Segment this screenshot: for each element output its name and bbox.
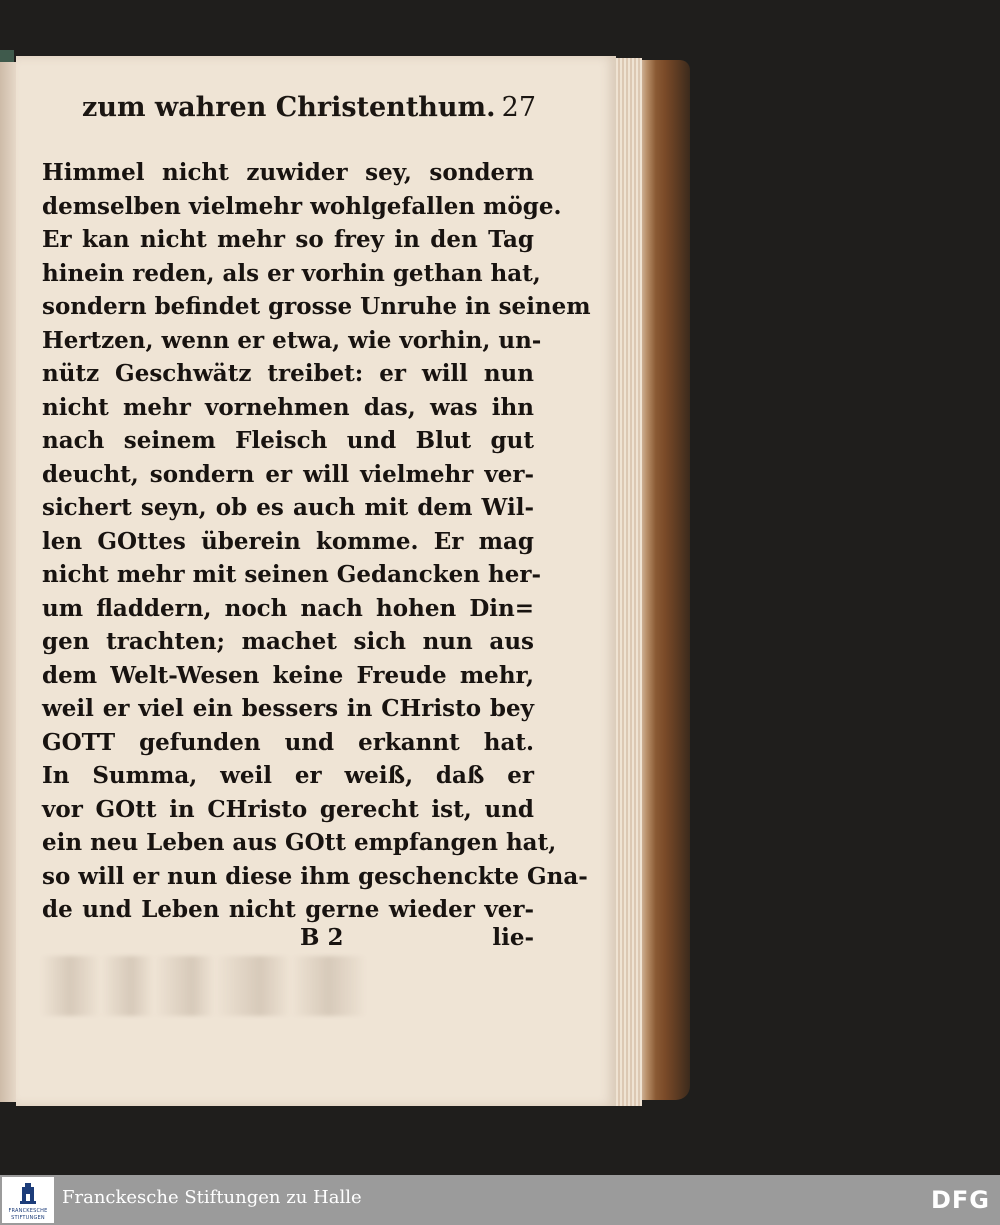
catchword: lie- <box>492 924 534 951</box>
institution-link[interactable]: Franckesche Stiftungen zu Halle <box>62 1187 362 1208</box>
text-line: ein neu Leben aus GOtt empfangen hat, <box>42 829 557 856</box>
text-line: nicht mehr vornehmen das, was ihn <box>42 393 534 421</box>
book-page <box>16 56 616 1106</box>
logo-text-line1: FRANCKESCHE <box>8 1208 48 1214</box>
text-line: so will er nun diese ihm geschenckte Gna- <box>42 862 588 890</box>
text-line: nach seinem Fleisch und Blut gut <box>42 427 534 454</box>
page-number: 27 <box>501 92 536 123</box>
text-line: sondern befindet grosse Unruhe in seinem <box>42 293 591 320</box>
text-line: In Summa, weil er weiß, daß er <box>42 762 534 789</box>
text-line: Er kan nicht mehr so frey in den Tag <box>42 226 534 253</box>
franckesche-stiftungen-logo[interactable] <box>2 1177 54 1223</box>
text-line: Hertzen, wenn er etwa, wie vorhin, un- <box>42 326 542 354</box>
text-line: gen trachten; machet sich nun aus <box>42 628 534 655</box>
text-line: weil er viel ein bessers in CHristo bey <box>42 695 534 722</box>
text-line: nütz Geschwätz treibet: er will nun <box>42 360 534 387</box>
signature-mark: B 2 <box>300 924 344 951</box>
text-line: GOTT gefunden und erkannt hat. <box>42 728 534 756</box>
text-line: len GOttes überein komme. Er mag <box>42 527 534 555</box>
text-line: nicht mehr mit seinen Gedancken her- <box>42 561 542 588</box>
text-line: deucht, sondern er will vielmehr ver- <box>42 460 534 488</box>
body-text <box>42 156 591 927</box>
logo-text-line2: STIFTUNGEN <box>11 1215 45 1221</box>
facing-page-edge <box>0 62 17 1102</box>
text-line: hinein reden, als er vorhin gethan hat, <box>42 259 541 287</box>
page-header <box>82 92 542 136</box>
dfg-logo[interactable]: DFG <box>930 1186 990 1214</box>
text-line: Himmel nicht zuwider sey, sondern <box>42 159 534 186</box>
building-icon <box>20 1183 36 1205</box>
text-line: demselben vielmehr wohlgefallen möge. <box>42 192 562 220</box>
running-head: zum wahren Christenthum. <box>82 92 496 123</box>
text-line: sichert seyn, ob es auch mit dem Wil- <box>42 494 534 521</box>
show-through-ink <box>40 956 420 1016</box>
page-footer <box>42 924 534 958</box>
text-line: um fladdern, noch nach hohen Din= <box>42 594 534 622</box>
text-line: dem Welt-Wesen keine Freude mehr, <box>42 661 534 689</box>
text-line: de und Leben nicht gerne wieder ver- <box>42 896 534 923</box>
page-block-edges <box>612 58 642 1106</box>
text-line: vor GOtt in CHristo gerecht ist, und <box>42 795 534 823</box>
